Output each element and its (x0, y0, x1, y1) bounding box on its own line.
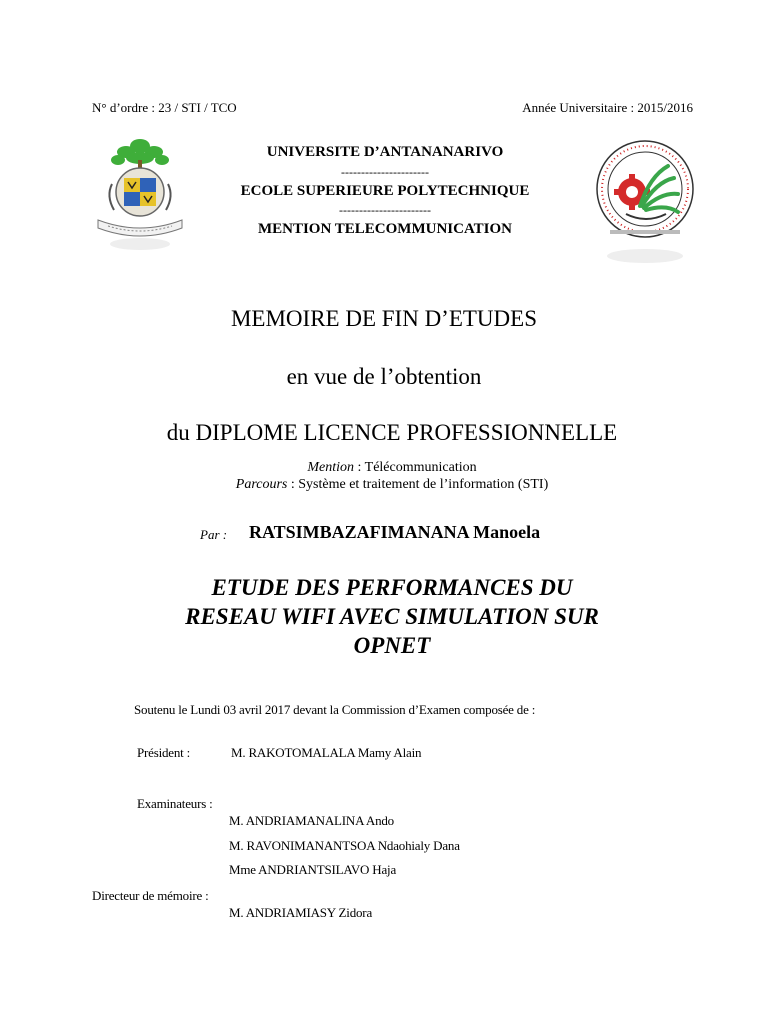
mention-value: : Télécommunication (354, 460, 477, 475)
parcours-value: : Système et traitement de l’information (STI) (287, 477, 549, 492)
university-seal-icon (90, 134, 190, 254)
university-name: UNIVERSITE D’ANTANANARIVO (266, 144, 504, 160)
examiner-name: Mme ANDRIANTSILAVO Haja (229, 862, 397, 877)
president-name: M. RAKOTOMALALA Mamy Alain (231, 745, 422, 760)
author-name: RATSIMBAZAFIMANANA Manoela (249, 522, 541, 542)
mention-label: Mention (307, 460, 355, 475)
thesis-title-line: RESEAU WIFI AVEC SIMULATION SUR (185, 604, 599, 629)
polytechnique-logo-icon (590, 134, 700, 269)
parcours-label: Parcours (235, 477, 288, 492)
author-label: Par : (200, 527, 228, 542)
academic-year: Année Universitaire : 2015/2016 (522, 100, 693, 115)
president-label: Président : (137, 745, 191, 760)
institution-block (210, 143, 560, 240)
examiner-name: M. ANDRIAMANALINA Ando (229, 813, 394, 828)
thesis-title-line: ETUDE DES PERFORMANCES DU (211, 575, 573, 600)
examiners-label: Examinateurs : (137, 796, 213, 811)
separator: ---------------------- (341, 164, 429, 179)
parcours-line (0, 477, 768, 493)
diploma-title: du DIPLOME LICENCE PROFESSIONNELLE (166, 420, 618, 445)
director-name: M. ANDRIAMIASY Zidora (229, 905, 373, 920)
thesis-purpose: en vue de l’obtention (286, 364, 482, 389)
school-name: ECOLE SUPERIEURE POLYTECHNIQUE (240, 182, 530, 199)
thesis-title-line: OPNET (353, 633, 431, 658)
director-label: Directeur de mémoire : (92, 888, 209, 903)
thesis-title (0, 573, 768, 660)
separator: ----------------------- (339, 203, 431, 217)
thesis-type: MEMOIRE DE FIN D’ETUDES (230, 306, 537, 331)
defense-statement: Soutenu le Lundi 03 avril 2017 devant la Commission d’Examen composée de : (134, 702, 536, 717)
mention-line (0, 460, 768, 476)
order-number: N° d’ordre : 23 / STI / TCO (92, 100, 237, 115)
examiner-name: M. RAVONIMANANTSOA Ndaohialy Dana (229, 838, 460, 853)
department-name: MENTION TELECOMMUNICATION (257, 221, 513, 237)
